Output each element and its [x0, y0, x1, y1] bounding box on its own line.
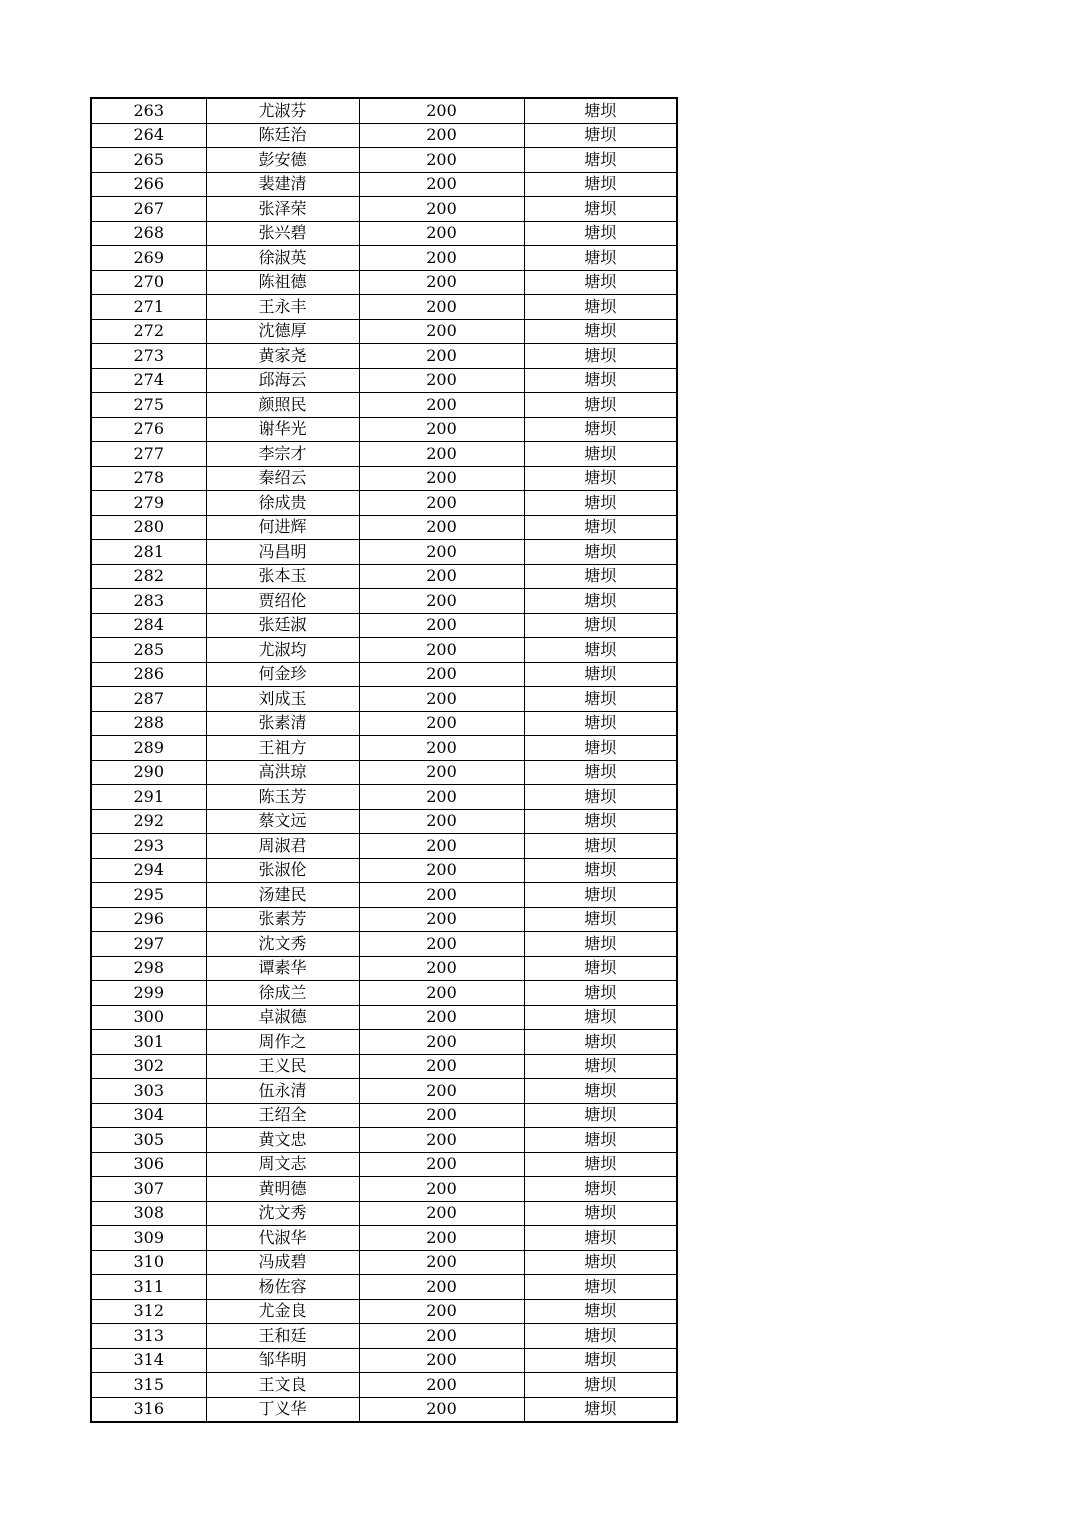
table-row	[91, 491, 677, 516]
place-cell: 塘坝	[524, 1128, 677, 1153]
amount-cell: 200	[359, 613, 524, 638]
amount-cell: 200	[359, 319, 524, 344]
place-cell: 塘坝	[524, 956, 677, 981]
table-row	[91, 1201, 677, 1226]
row-number-cell: 306	[91, 1152, 206, 1177]
row-number-cell: 295	[91, 883, 206, 908]
place-cell: 塘坝	[524, 1348, 677, 1373]
table-row	[91, 515, 677, 540]
amount-cell: 200	[359, 442, 524, 467]
table-row	[91, 295, 677, 320]
place-cell: 塘坝	[524, 368, 677, 393]
place-cell: 塘坝	[524, 148, 677, 173]
place-cell: 塘坝	[524, 736, 677, 761]
place-cell: 塘坝	[524, 319, 677, 344]
place-cell: 塘坝	[524, 1177, 677, 1202]
row-number-cell: 282	[91, 564, 206, 589]
table-row	[91, 270, 677, 295]
table-row	[91, 981, 677, 1006]
amount-cell: 200	[359, 785, 524, 810]
table-row	[91, 883, 677, 908]
table-row	[91, 1348, 677, 1373]
place-cell: 塘坝	[524, 1324, 677, 1349]
place-cell: 塘坝	[524, 1250, 677, 1275]
table-row	[91, 466, 677, 491]
place-cell: 塘坝	[524, 564, 677, 589]
place-cell: 塘坝	[524, 221, 677, 246]
name-cell: 杨佐容	[206, 1275, 359, 1300]
place-cell: 塘坝	[524, 393, 677, 418]
name-cell: 谢华光	[206, 417, 359, 442]
name-cell: 丁义华	[206, 1397, 359, 1422]
place-cell: 塘坝	[524, 270, 677, 295]
amount-cell: 200	[359, 246, 524, 271]
name-cell: 贾绍伦	[206, 589, 359, 614]
row-number-cell: 268	[91, 221, 206, 246]
row-number-cell: 276	[91, 417, 206, 442]
row-number-cell: 270	[91, 270, 206, 295]
row-number-cell: 300	[91, 1005, 206, 1030]
table-row	[91, 148, 677, 173]
name-cell: 谭素华	[206, 956, 359, 981]
name-cell: 沈文秀	[206, 932, 359, 957]
name-cell: 颜照民	[206, 393, 359, 418]
table-row	[91, 221, 677, 246]
table-row	[91, 589, 677, 614]
name-cell: 王和廷	[206, 1324, 359, 1349]
name-cell: 冯昌明	[206, 540, 359, 565]
table-row	[91, 736, 677, 761]
table-row	[91, 172, 677, 197]
row-number-cell: 272	[91, 319, 206, 344]
amount-cell: 200	[359, 123, 524, 148]
place-cell: 塘坝	[524, 417, 677, 442]
name-cell: 王文良	[206, 1373, 359, 1398]
row-number-cell: 265	[91, 148, 206, 173]
amount-cell: 200	[359, 491, 524, 516]
amount-cell: 200	[359, 1030, 524, 1055]
amount-cell: 200	[359, 1373, 524, 1398]
place-cell: 塘坝	[524, 760, 677, 785]
name-cell: 邱海云	[206, 368, 359, 393]
place-cell: 塘坝	[524, 613, 677, 638]
amount-cell: 200	[359, 1079, 524, 1104]
amount-cell: 200	[359, 1348, 524, 1373]
row-number-cell: 284	[91, 613, 206, 638]
place-cell: 塘坝	[524, 1054, 677, 1079]
table-row	[91, 956, 677, 981]
name-cell: 张本玉	[206, 564, 359, 589]
amount-cell: 200	[359, 221, 524, 246]
row-number-cell: 271	[91, 295, 206, 320]
table-row	[91, 1054, 677, 1079]
place-cell: 塘坝	[524, 1373, 677, 1398]
place-cell: 塘坝	[524, 834, 677, 859]
table-row	[91, 540, 677, 565]
place-cell: 塘坝	[524, 907, 677, 932]
table-row	[91, 368, 677, 393]
name-cell: 蔡文远	[206, 809, 359, 834]
row-number-cell: 311	[91, 1275, 206, 1300]
place-cell: 塘坝	[524, 540, 677, 565]
place-cell: 塘坝	[524, 1005, 677, 1030]
name-cell: 刘成玉	[206, 687, 359, 712]
name-cell: 黄家尧	[206, 344, 359, 369]
row-number-cell: 292	[91, 809, 206, 834]
table-row	[91, 809, 677, 834]
table-row	[91, 687, 677, 712]
name-cell: 王永丰	[206, 295, 359, 320]
name-cell: 陈廷治	[206, 123, 359, 148]
table-row	[91, 662, 677, 687]
table-row	[91, 1226, 677, 1251]
row-number-cell: 309	[91, 1226, 206, 1251]
amount-cell: 200	[359, 687, 524, 712]
amount-cell: 200	[359, 1299, 524, 1324]
name-cell: 徐成兰	[206, 981, 359, 1006]
table-row	[91, 785, 677, 810]
name-cell: 卓淑德	[206, 1005, 359, 1030]
amount-cell: 200	[359, 907, 524, 932]
place-cell: 塘坝	[524, 1397, 677, 1422]
amount-cell: 200	[359, 711, 524, 736]
name-cell: 沈德厚	[206, 319, 359, 344]
row-number-cell: 307	[91, 1177, 206, 1202]
amount-cell: 200	[359, 540, 524, 565]
place-cell: 塘坝	[524, 638, 677, 663]
amount-cell: 200	[359, 270, 524, 295]
row-number-cell: 266	[91, 172, 206, 197]
row-number-cell: 274	[91, 368, 206, 393]
name-cell: 黄明德	[206, 1177, 359, 1202]
place-cell: 塘坝	[524, 123, 677, 148]
amount-cell: 200	[359, 760, 524, 785]
name-cell: 高洪琼	[206, 760, 359, 785]
table-row	[91, 907, 677, 932]
table-row	[91, 711, 677, 736]
table-row	[91, 417, 677, 442]
place-cell: 塘坝	[524, 932, 677, 957]
name-cell: 冯成碧	[206, 1250, 359, 1275]
table-row	[91, 1299, 677, 1324]
amount-cell: 200	[359, 172, 524, 197]
table-row	[91, 442, 677, 467]
name-cell: 尤淑芬	[206, 98, 359, 123]
amount-cell: 200	[359, 466, 524, 491]
table-row	[91, 1152, 677, 1177]
amount-cell: 200	[359, 1397, 524, 1422]
place-cell: 塘坝	[524, 1226, 677, 1251]
table-row	[91, 760, 677, 785]
name-cell: 陈祖德	[206, 270, 359, 295]
amount-cell: 200	[359, 368, 524, 393]
row-number-cell: 297	[91, 932, 206, 957]
roster-body	[91, 98, 677, 1422]
name-cell: 张廷淑	[206, 613, 359, 638]
place-cell: 塘坝	[524, 1299, 677, 1324]
amount-cell: 200	[359, 1005, 524, 1030]
name-cell: 张素清	[206, 711, 359, 736]
row-number-cell: 314	[91, 1348, 206, 1373]
name-cell: 张泽荣	[206, 197, 359, 222]
row-number-cell: 267	[91, 197, 206, 222]
row-number-cell: 303	[91, 1079, 206, 1104]
amount-cell: 200	[359, 956, 524, 981]
table-row	[91, 1177, 677, 1202]
table-row	[91, 638, 677, 663]
amount-cell: 200	[359, 393, 524, 418]
row-number-cell: 277	[91, 442, 206, 467]
amount-cell: 200	[359, 834, 524, 859]
row-number-cell: 312	[91, 1299, 206, 1324]
name-cell: 陈玉芳	[206, 785, 359, 810]
table-row	[91, 246, 677, 271]
row-number-cell: 301	[91, 1030, 206, 1055]
place-cell: 塘坝	[524, 858, 677, 883]
amount-cell: 200	[359, 1250, 524, 1275]
name-cell: 汤建民	[206, 883, 359, 908]
row-number-cell: 313	[91, 1324, 206, 1349]
amount-cell: 200	[359, 809, 524, 834]
name-cell: 何进辉	[206, 515, 359, 540]
row-number-cell: 293	[91, 834, 206, 859]
amount-cell: 200	[359, 638, 524, 663]
amount-cell: 200	[359, 98, 524, 123]
amount-cell: 200	[359, 417, 524, 442]
name-cell: 何金珍	[206, 662, 359, 687]
row-number-cell: 294	[91, 858, 206, 883]
row-number-cell: 299	[91, 981, 206, 1006]
name-cell: 彭安德	[206, 148, 359, 173]
amount-cell: 200	[359, 344, 524, 369]
name-cell: 伍永清	[206, 1079, 359, 1104]
table-row	[91, 564, 677, 589]
row-number-cell: 285	[91, 638, 206, 663]
amount-cell: 200	[359, 858, 524, 883]
table-row	[91, 319, 677, 344]
row-number-cell: 290	[91, 760, 206, 785]
name-cell: 张淑伦	[206, 858, 359, 883]
amount-cell: 200	[359, 1103, 524, 1128]
row-number-cell: 302	[91, 1054, 206, 1079]
name-cell: 李宗才	[206, 442, 359, 467]
amount-cell: 200	[359, 197, 524, 222]
roster-table	[90, 97, 678, 1423]
amount-cell: 200	[359, 1275, 524, 1300]
amount-cell: 200	[359, 736, 524, 761]
table-row	[91, 1397, 677, 1422]
row-number-cell: 315	[91, 1373, 206, 1398]
place-cell: 塘坝	[524, 883, 677, 908]
table-row	[91, 1103, 677, 1128]
name-cell: 张素芳	[206, 907, 359, 932]
table-row	[91, 834, 677, 859]
name-cell: 秦绍云	[206, 466, 359, 491]
place-cell: 塘坝	[524, 246, 677, 271]
amount-cell: 200	[359, 1152, 524, 1177]
row-number-cell: 304	[91, 1103, 206, 1128]
row-number-cell: 287	[91, 687, 206, 712]
table-row	[91, 613, 677, 638]
row-number-cell: 316	[91, 1397, 206, 1422]
name-cell: 裴建清	[206, 172, 359, 197]
place-cell: 塘坝	[524, 785, 677, 810]
row-number-cell: 288	[91, 711, 206, 736]
row-number-cell: 308	[91, 1201, 206, 1226]
amount-cell: 200	[359, 883, 524, 908]
place-cell: 塘坝	[524, 1079, 677, 1104]
place-cell: 塘坝	[524, 295, 677, 320]
place-cell: 塘坝	[524, 1201, 677, 1226]
name-cell: 沈文秀	[206, 1201, 359, 1226]
name-cell: 徐淑英	[206, 246, 359, 271]
amount-cell: 200	[359, 932, 524, 957]
place-cell: 塘坝	[524, 1030, 677, 1055]
place-cell: 塘坝	[524, 515, 677, 540]
place-cell: 塘坝	[524, 809, 677, 834]
table-row	[91, 932, 677, 957]
row-number-cell: 278	[91, 466, 206, 491]
row-number-cell: 289	[91, 736, 206, 761]
amount-cell: 200	[359, 148, 524, 173]
row-number-cell: 280	[91, 515, 206, 540]
name-cell: 尤淑均	[206, 638, 359, 663]
amount-cell: 200	[359, 1226, 524, 1251]
row-number-cell: 283	[91, 589, 206, 614]
row-number-cell: 269	[91, 246, 206, 271]
amount-cell: 200	[359, 1201, 524, 1226]
table-row	[91, 393, 677, 418]
place-cell: 塘坝	[524, 172, 677, 197]
row-number-cell: 273	[91, 344, 206, 369]
row-number-cell: 291	[91, 785, 206, 810]
amount-cell: 200	[359, 1177, 524, 1202]
table-row	[91, 1079, 677, 1104]
amount-cell: 200	[359, 1128, 524, 1153]
place-cell: 塘坝	[524, 662, 677, 687]
name-cell: 代淑华	[206, 1226, 359, 1251]
name-cell: 王绍全	[206, 1103, 359, 1128]
amount-cell: 200	[359, 564, 524, 589]
name-cell: 黄文忠	[206, 1128, 359, 1153]
place-cell: 塘坝	[524, 981, 677, 1006]
row-number-cell: 279	[91, 491, 206, 516]
amount-cell: 200	[359, 589, 524, 614]
place-cell: 塘坝	[524, 491, 677, 516]
place-cell: 塘坝	[524, 344, 677, 369]
amount-cell: 200	[359, 295, 524, 320]
table-row	[91, 1324, 677, 1349]
name-cell: 张兴碧	[206, 221, 359, 246]
place-cell: 塘坝	[524, 197, 677, 222]
table-row	[91, 123, 677, 148]
place-cell: 塘坝	[524, 687, 677, 712]
row-number-cell: 296	[91, 907, 206, 932]
place-cell: 塘坝	[524, 442, 677, 467]
table-row	[91, 1250, 677, 1275]
table-row	[91, 1005, 677, 1030]
place-cell: 塘坝	[524, 589, 677, 614]
row-number-cell: 264	[91, 123, 206, 148]
table-row	[91, 1030, 677, 1055]
name-cell: 周文志	[206, 1152, 359, 1177]
row-number-cell: 263	[91, 98, 206, 123]
table-row	[91, 1373, 677, 1398]
table-row	[91, 197, 677, 222]
name-cell: 尤金良	[206, 1299, 359, 1324]
place-cell: 塘坝	[524, 1103, 677, 1128]
name-cell: 邹华明	[206, 1348, 359, 1373]
name-cell: 徐成贵	[206, 491, 359, 516]
place-cell: 塘坝	[524, 1275, 677, 1300]
row-number-cell: 281	[91, 540, 206, 565]
name-cell: 王义民	[206, 1054, 359, 1079]
row-number-cell: 275	[91, 393, 206, 418]
row-number-cell: 286	[91, 662, 206, 687]
name-cell: 周作之	[206, 1030, 359, 1055]
amount-cell: 200	[359, 515, 524, 540]
amount-cell: 200	[359, 1054, 524, 1079]
place-cell: 塘坝	[524, 98, 677, 123]
row-number-cell: 305	[91, 1128, 206, 1153]
place-cell: 塘坝	[524, 466, 677, 491]
amount-cell: 200	[359, 662, 524, 687]
table-row	[91, 344, 677, 369]
name-cell: 王祖方	[206, 736, 359, 761]
amount-cell: 200	[359, 1324, 524, 1349]
place-cell: 塘坝	[524, 711, 677, 736]
table-row	[91, 98, 677, 123]
table-row	[91, 858, 677, 883]
table-row	[91, 1275, 677, 1300]
name-cell: 周淑君	[206, 834, 359, 859]
row-number-cell: 310	[91, 1250, 206, 1275]
row-number-cell: 298	[91, 956, 206, 981]
table-row	[91, 1128, 677, 1153]
place-cell: 塘坝	[524, 1152, 677, 1177]
amount-cell: 200	[359, 981, 524, 1006]
